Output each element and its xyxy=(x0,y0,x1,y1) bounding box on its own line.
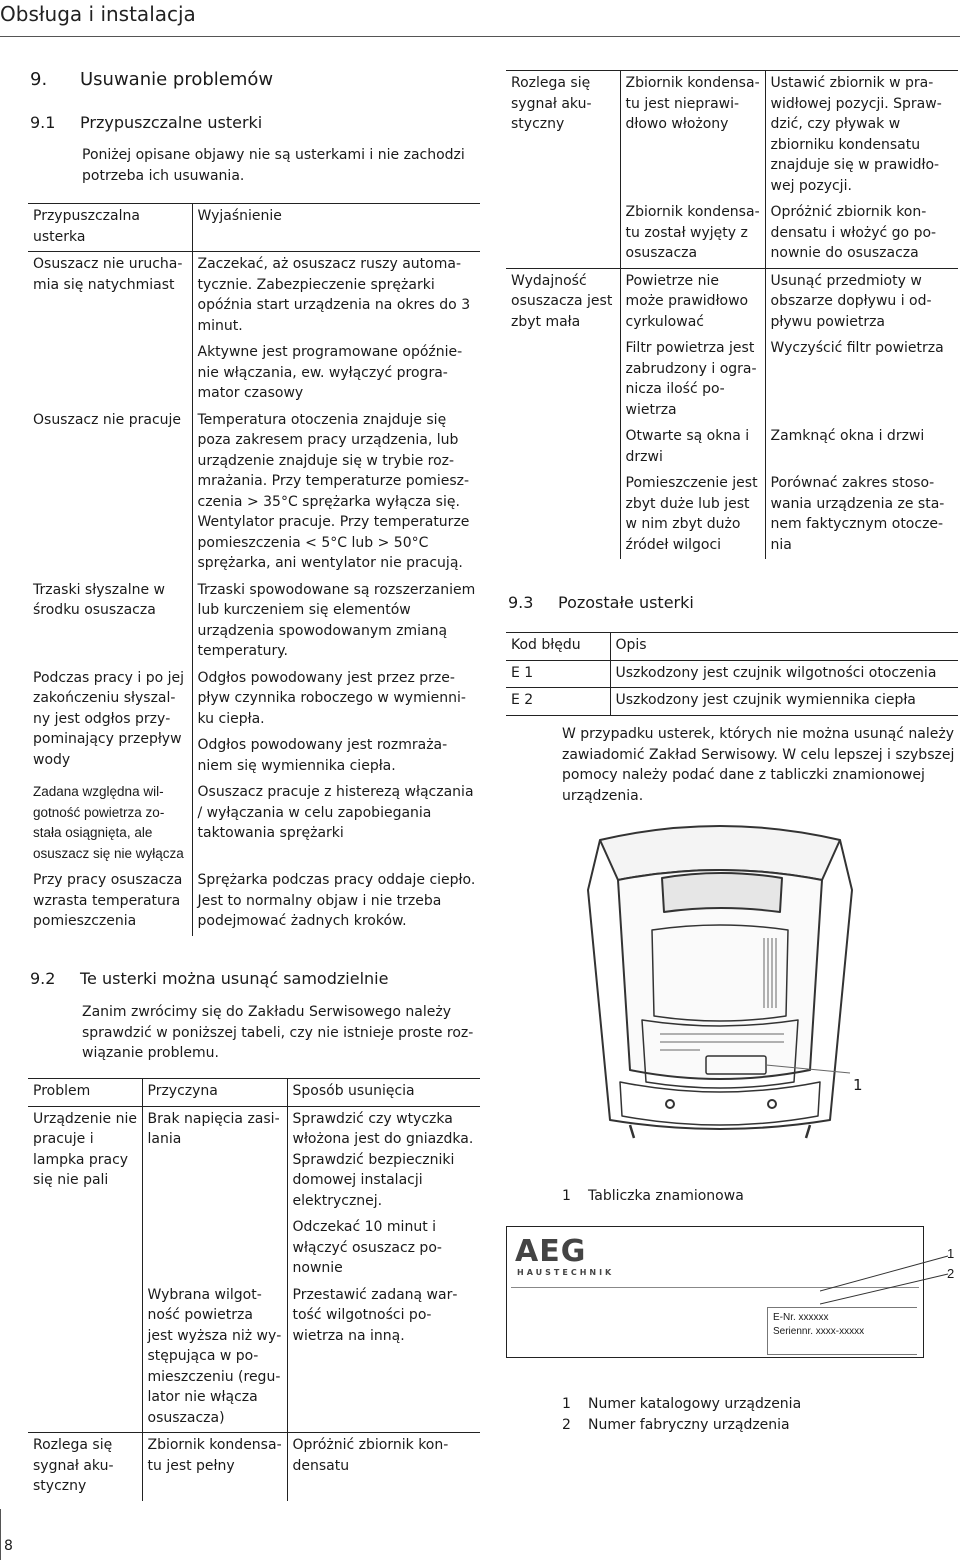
cause-cell: Brak napięcia zasilania xyxy=(142,1106,287,1283)
figure-1-callout: 1 xyxy=(853,1076,863,1094)
remedy-cell: Ustawić zbiornik w prawidłowej pozycji. Sprawdzić, czy pływak w zbiorniku kondensatu znajduje się w prawidłowej pozycji. xyxy=(765,71,958,201)
legend-text: Numer fabryczny urządzenia xyxy=(588,1417,790,1433)
figure-1-legend xyxy=(562,1186,862,1207)
page-header-title: Obsługa i instalacja xyxy=(0,2,196,26)
service-note: W przypadku usterek, których nie można usunąć należy zawiadomić Zakład Serwisowy. W celu lepszej i szybszej pomocy należy podać dane z tabliczki znamionowej urządzenia. xyxy=(562,726,955,804)
cause-cell: Zbiornik kondensatu jest nieprawidłowo włożony xyxy=(620,71,765,201)
page-number: 8 xyxy=(4,1538,13,1554)
self-fix-table-continued xyxy=(506,70,958,559)
nameplate-leader-lines xyxy=(820,1246,960,1306)
section-9-1-intro: Poniżej opisane objawy nie są usterkami i nie zachodzi potrzeba ich usuwania. xyxy=(82,147,465,184)
self-fix-table xyxy=(28,1078,480,1501)
table-header-row xyxy=(28,1079,480,1107)
legend-num: 1 xyxy=(562,1396,571,1412)
section-number: 9. xyxy=(30,69,48,90)
code-cell: E 2 xyxy=(506,688,610,716)
cause-cell: Powietrze nie może prawidłowo cyrkulować xyxy=(620,268,765,336)
remedy-cell: Opróżnić zbiornik kondensatu i włożyć go ponownie do osuszacza xyxy=(765,200,958,268)
section-title: Pozostałe usterki xyxy=(558,593,694,612)
table-row xyxy=(28,868,480,936)
serial-number-field: Seriennr. xxxx-xxxxx xyxy=(773,1326,865,1337)
table-row xyxy=(506,688,958,716)
explanation-cell: Sprężarka podczas pracy oddaje ciepło. Jest to normalny objaw i nie trzeba podejmować żadnych kroków. xyxy=(197,872,476,929)
table-row xyxy=(28,408,480,578)
section-title: Te usterki można usunąć samodzielnie xyxy=(80,969,389,988)
brand-sub-logo: HAUSTECHNIK xyxy=(517,1268,615,1277)
table-row xyxy=(28,780,480,868)
legend-text: Tabliczka znamionowa xyxy=(588,1188,744,1204)
legend-text: Numer katalogowy urządzenia xyxy=(588,1396,802,1412)
explanation-cell: Odgłos powodowany jest przez przepływ czynnika roboczego w wymienniku ciepła. xyxy=(197,669,466,727)
col-header-cause: Przyczyna xyxy=(142,1079,287,1107)
dehumidifier-illustration xyxy=(560,820,880,1160)
catalog-number-field: E-Nr. xxxxxx xyxy=(773,1312,829,1323)
probable-faults-body xyxy=(28,204,480,936)
remedy-cell: Opróżnić zbiornik kondensatu xyxy=(292,1437,449,1474)
section-9-1-heading xyxy=(30,112,262,134)
code-cell: E 1 xyxy=(506,660,610,688)
col-header-problem: Problem xyxy=(28,1079,142,1107)
remedy-cell: Usunąć przedmioty w obszarze dopływu i odpływu powietrza xyxy=(770,272,932,330)
remedy-cell: Przestawić zadaną wartość wilgotności powietrza na inną. xyxy=(287,1283,480,1433)
table-header-row xyxy=(28,204,480,252)
section-title: Przypuszczalne usterki xyxy=(80,113,263,132)
list-item xyxy=(562,1186,862,1207)
header-rule xyxy=(0,36,960,37)
legend-num: 2 xyxy=(562,1417,571,1433)
cause-cell: Pomieszczenie jest zbyt duże lub jest w nim zbyt dużo źródeł wilgoci xyxy=(620,471,765,559)
col-header-symptom: Przypuszczalna usterka xyxy=(28,204,192,252)
table-row xyxy=(506,268,958,336)
self-fix-continued-body xyxy=(506,71,958,560)
table-row xyxy=(28,252,480,341)
error-codes-body xyxy=(506,633,958,716)
symptom-cell: Trzaski słyszalne w środku osuszacza xyxy=(28,578,192,666)
col-header-desc: Opis xyxy=(610,633,958,661)
section-title: Usuwanie problemów xyxy=(80,69,274,90)
problem-cell: Wydajność osuszacza jest zbyt mała xyxy=(506,268,620,559)
problem-cell: Rozlega się sygnał akustyczny xyxy=(506,71,620,269)
explanation-cell: Trzaski spowodowane są rozszerzaniem lub kurczeniem się elementów urządzenia spowodowanym zmianą temperatury. xyxy=(197,581,476,659)
symptom-cell: Przy pracy osuszacza wzrasta temperatura pomieszczenia xyxy=(28,868,192,936)
section-9-3-heading xyxy=(508,592,694,614)
explanation-cell: Odgłos powodowany jest rozmrażaniem się wymiennika ciepła. xyxy=(197,737,448,774)
table-row xyxy=(28,1106,480,1215)
explanation-cell: Osuszacz pracuje z histerezą włączania / wyłączania w celu zapobiegania taktowania sprężarki xyxy=(197,784,474,841)
remedy-cell: Wyczyścić filtr powietrza xyxy=(770,340,944,356)
col-header-explanation: Wyjaśnienie xyxy=(192,204,480,252)
figure-2-callout-1: 1 xyxy=(947,1246,955,1261)
figure-1-legend-body xyxy=(562,1186,862,1207)
figure-2-callout-2: 2 xyxy=(947,1266,955,1281)
desc-cell: Uszkodzony jest czujnik wymiennika ciepła xyxy=(610,688,958,716)
list-item xyxy=(562,1394,862,1415)
explanation-cell: Temperatura otoczenia znajduje się poza zakresem pracy urządzenia, lub urządzenie znajduje się w trybie rozmrażania. Przy temperaturze pomieszczenia > 35°C sprężarka wyłącza się. Wentylator pracuje. Przy temperaturze pomieszczenia < 5°C lub > 50°C sprężarka, ani wentylator nie pracują. xyxy=(197,411,470,571)
figure-2-legend-body xyxy=(562,1394,862,1436)
section-number: 9.1 xyxy=(30,113,56,132)
footer-rule xyxy=(0,1509,1,1560)
table-row xyxy=(28,1433,480,1501)
col-header-code: Kod błędu xyxy=(506,633,610,661)
table-row xyxy=(506,660,958,688)
self-fix-body xyxy=(28,1079,480,1501)
section-9-heading xyxy=(30,68,273,92)
cause-cell: Otwarte są okna i drzwi xyxy=(620,424,765,471)
section-9-2-heading xyxy=(30,968,388,990)
symptom-cell: Zadana względna wilgotność powietrza została osiągnięta, ale osuszacz się nie wyłącza xyxy=(28,780,192,868)
section-number: 9.3 xyxy=(508,593,534,612)
brand-logo: AEG xyxy=(515,1234,587,1269)
remedy-cell: Zamknąć okna i drzwi xyxy=(770,428,925,444)
cause-cell: Filtr powietrza jest zabrudzony i ogranicza ilość powietrza xyxy=(620,336,765,424)
explanation-cell: Zaczekać, aż osuszacz ruszy automatycznie. Zabezpieczenie sprężarki opóźnia start urządzenia na okres do 3 minut. xyxy=(197,256,471,334)
explanation-cell: Aktywne jest programowane opóźnienie włączania, ew. wyłączyć programator czasowy xyxy=(197,344,463,401)
remedy-cell: Odczekać 10 minut i włączyć osuszacz ponownie xyxy=(292,1219,442,1276)
table-row xyxy=(506,71,958,201)
col-header-remedy: Sposób usunięcia xyxy=(287,1079,480,1107)
cause-cell: Zbiornik kondensatu jest pełny xyxy=(142,1433,287,1501)
legend-num: 1 xyxy=(562,1188,571,1204)
symptom-cell: Osuszacz nie pracuje xyxy=(28,408,192,578)
symptom-cell: Podczas pracy i po jej zakończeniu słyszalny jest odgłos przypominający przepływ wody xyxy=(28,666,192,781)
cause-cell: Wybrana wilgotność powietrza jest wyższa niż występująca w pomieszczeniu (regulator nie włącza osuszacza) xyxy=(142,1283,287,1433)
remedy-cell: Porównać zakres stosowania urządzenia ze stanem faktycznym otoczenia xyxy=(770,475,945,553)
desc-cell: Uszkodzony jest czujnik wilgotności otoczenia xyxy=(610,660,958,688)
section-9-2-intro: Zanim zwrócimy się do Zakładu Serwisowego należy sprawdzić w poniższej tabeli, czy nie istnieje proste rozwiązanie problemu. xyxy=(82,1004,474,1061)
probable-faults-table xyxy=(28,203,480,936)
error-codes-table xyxy=(506,632,958,716)
list-item xyxy=(562,1415,862,1436)
problem-cell: Rozlega się sygnał akustyczny xyxy=(28,1433,142,1501)
problem-cell: Urządzenie nie pracuje i lampka pracy się nie pali xyxy=(28,1106,142,1433)
cause-cell: Zbiornik kondensatu został wyjęty z osuszacza xyxy=(620,200,765,268)
table-row xyxy=(28,578,480,666)
table-header-row xyxy=(506,633,958,661)
symptom-cell: Osuszacz nie uruchamia się natychmiast xyxy=(28,252,192,408)
remedy-cell: Sprawdzić czy wtyczka włożona jest do gniazdka. Sprawdzić bezpieczniki domowej instalacji elektrycznej. xyxy=(292,1110,474,1209)
figure-2-legend xyxy=(562,1394,862,1436)
section-number: 9.2 xyxy=(30,969,56,988)
table-row xyxy=(28,666,480,734)
